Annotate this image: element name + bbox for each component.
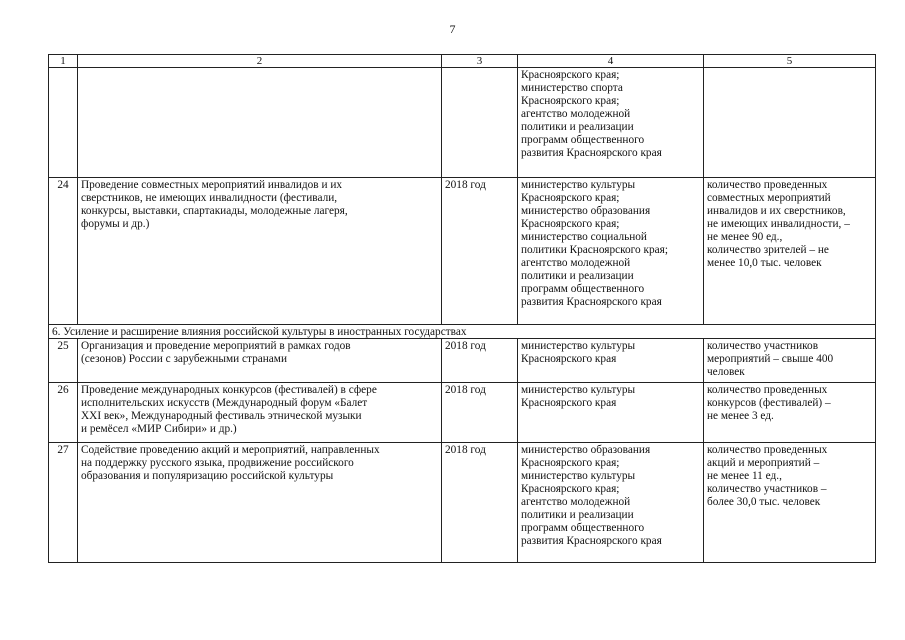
indicators-cell: количество проведенных конкурсов (фестивалей) – не менее 3 ед. bbox=[704, 383, 876, 443]
row-number: 26 bbox=[49, 383, 78, 443]
page-number: 7 bbox=[449, 22, 456, 36]
year-cell: 2018 год bbox=[442, 443, 518, 563]
activity-cell bbox=[78, 68, 442, 178]
header-row bbox=[49, 55, 876, 68]
table-row bbox=[49, 178, 876, 325]
row-number: 25 bbox=[49, 339, 78, 383]
indicators-cell bbox=[704, 68, 876, 178]
activity-cell: Содействие проведению акций и мероприятий, направленных на поддержку русского языка, продвижение российского образования и популяризацию российской культуры bbox=[78, 443, 442, 563]
column-header-2: 2 bbox=[78, 55, 442, 68]
executors-cell: министерство образования Красноярского края; министерство культуры Красноярского края; агентство молодежной политики и реализации программ общественного развития Красноярского края bbox=[518, 443, 704, 563]
activity-cell: Проведение совместных мероприятий инвалидов и их сверстников, не имеющих инвалидности (фестивали, конкурсы, выставки, спартакиады, молодежные лагеря, форумы и др.) bbox=[78, 178, 442, 325]
table-row bbox=[49, 443, 876, 563]
row-number: 27 bbox=[49, 443, 78, 563]
executors-cell: министерство культуры Красноярского края; министерство образования Красноярского края; министерство социальной политики Красноярского края; агентство молодежной политики и реализации программ общественного развития Красноярского края bbox=[518, 178, 704, 325]
activity-cell: Организация и проведение мероприятий в рамках годов (сезонов) России с зарубежными странами bbox=[78, 339, 442, 383]
activities-table bbox=[48, 54, 876, 563]
indicators-cell: количество проведенных совместных мероприятий инвалидов и их сверстников, не имеющих инвалидности, – не менее 90 ед., количество зрителей – не менее 10,0 тыс. человек bbox=[704, 178, 876, 325]
row-number: 24 bbox=[49, 178, 78, 325]
activity-cell: Проведение международных конкурсов (фестивалей) в сфере исполнительских искусств (Международный форум «Балет XXI век», Международный фестиваль этнической музыки и ремёсел «МИР Сибири» и др.) bbox=[78, 383, 442, 443]
year-cell: 2018 год bbox=[442, 178, 518, 325]
year-cell: 2018 год bbox=[442, 339, 518, 383]
column-header-3: 3 bbox=[442, 55, 518, 68]
section-heading-row bbox=[49, 325, 876, 339]
section-heading: 6. Усиление и расширение влияния российской культуры в иностранных государствах bbox=[49, 325, 876, 339]
row-number bbox=[49, 68, 78, 178]
indicators-cell: количество участников мероприятий – свыше 400 человек bbox=[704, 339, 876, 383]
year-cell: 2018 год bbox=[442, 383, 518, 443]
table-row bbox=[49, 339, 876, 383]
executors-cell: министерство культуры Красноярского края bbox=[518, 383, 704, 443]
column-header-1: 1 bbox=[49, 55, 78, 68]
executors-cell: министерство культуры Красноярского края bbox=[518, 339, 704, 383]
indicators-cell: количество проведенных акций и мероприятий – не менее 11 ед., количество участников – более 30,0 тыс. человек bbox=[704, 443, 876, 563]
table-row bbox=[49, 68, 876, 178]
executors-cell: Красноярского края; министерство спорта Красноярского края; агентство молодежной политики и реализации программ общественного развития Красноярского края bbox=[518, 68, 704, 178]
table-row bbox=[49, 383, 876, 443]
column-header-5: 5 bbox=[704, 55, 876, 68]
year-cell bbox=[442, 68, 518, 178]
column-header-4: 4 bbox=[518, 55, 704, 68]
